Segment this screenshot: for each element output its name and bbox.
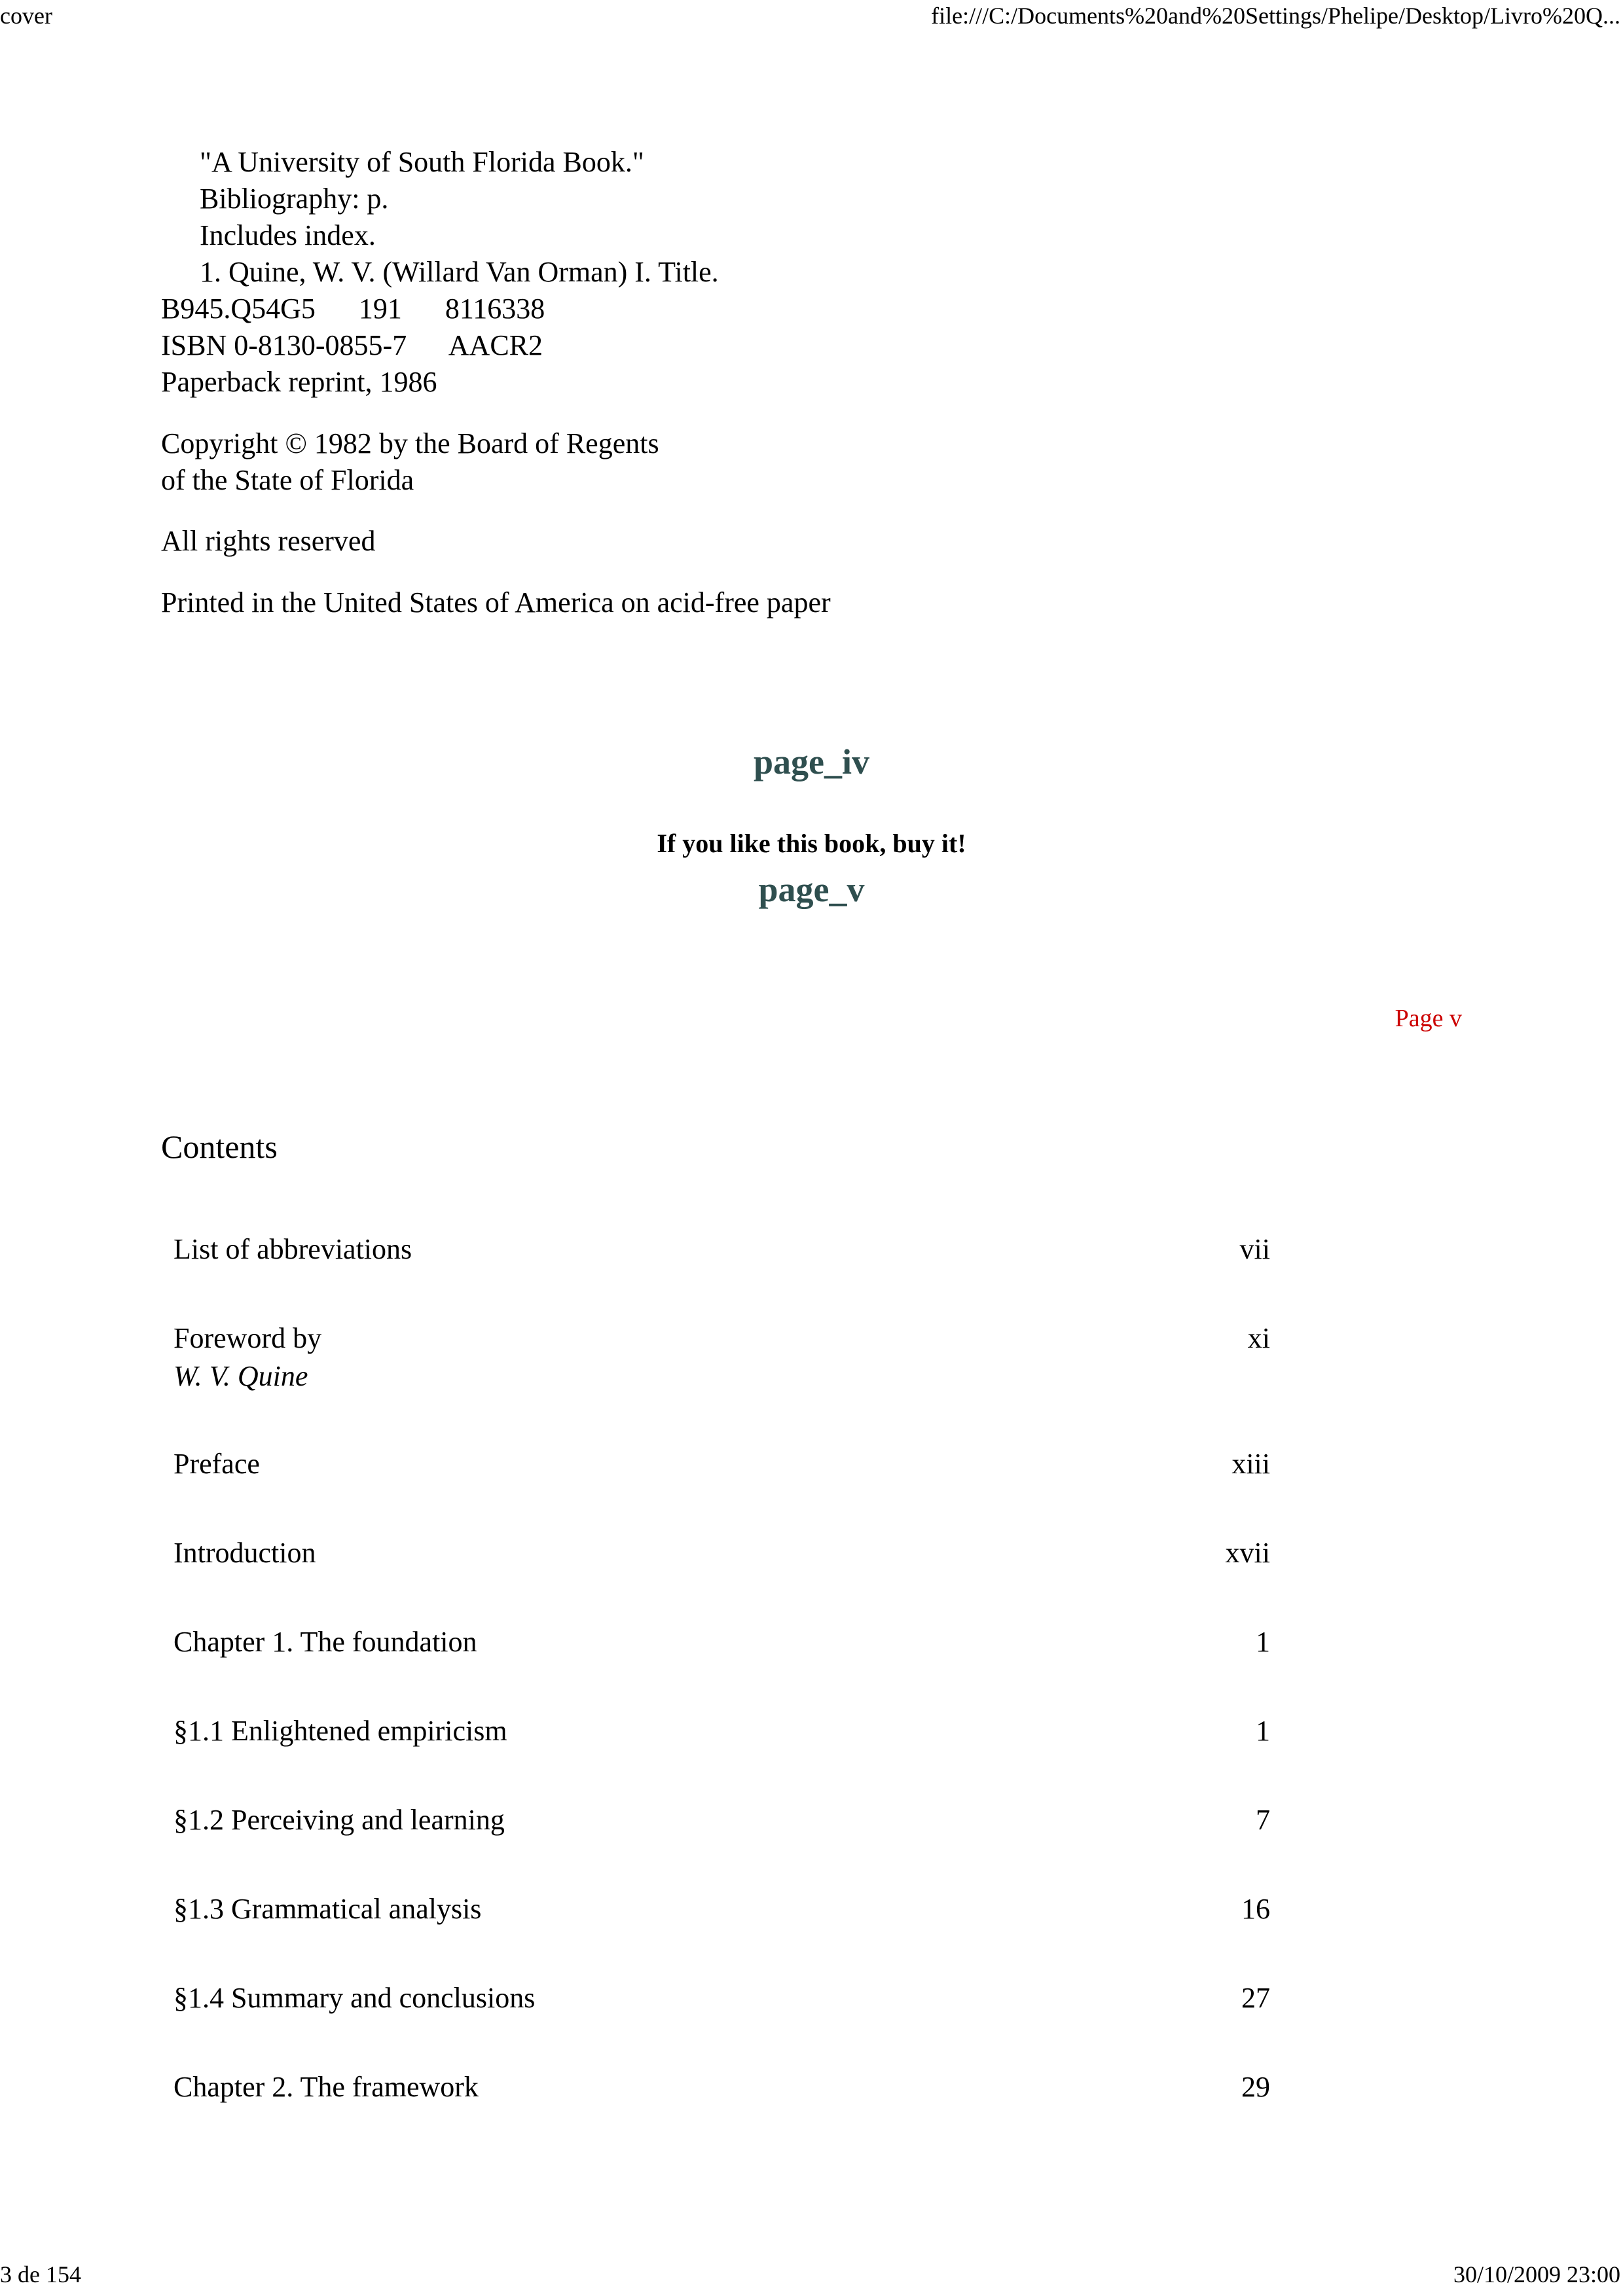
toc-entry-title: Introduction	[173, 1537, 316, 1569]
toc-entry-page: 7	[1256, 1804, 1270, 1836]
toc-entry-author: W. V. Quine	[173, 1360, 308, 1392]
toc-entry-title: §1.2 Perceiving and learning	[173, 1804, 505, 1836]
cip-line-7: Paperback reprint, 1986	[161, 366, 437, 398]
cip-line-5: B945.Q54G5 191 8116338	[161, 293, 545, 325]
toc-entry-title: §1.4 Summary and conclusions	[173, 1982, 536, 2014]
contents-heading: Contents	[161, 1128, 278, 1165]
browser-header-url: file:///C:/Documents%20and%20Settings/Phelipe/Desktop/Livro%20Q...	[931, 3, 1620, 29]
toc-entry-page: xiii	[1231, 1448, 1270, 1480]
page-marker-iv: page_iv	[753, 742, 869, 781]
toc-entry-page: xvii	[1225, 1537, 1270, 1569]
toc-entry-title: Chapter 1. The foundation	[173, 1626, 477, 1658]
toc-entry-page: 16	[1241, 1893, 1270, 1925]
toc-entry-page: 1	[1256, 1626, 1270, 1658]
cip-line-1: "A University of South Florida Book."	[200, 146, 644, 178]
toc-entry-title: Foreword by	[173, 1322, 322, 1354]
toc-entry-title: Chapter 2. The framework	[173, 2071, 479, 2103]
copyright-line-1: Copyright © 1982 by the Board of Regents	[161, 427, 659, 459]
buy-notice: If you like this book, buy it!	[657, 829, 966, 858]
cip-line-2: Bibliography: p.	[200, 183, 389, 215]
page-v-reference: Page v	[1395, 1005, 1462, 1032]
toc-entry-page: 27	[1241, 1982, 1270, 2014]
toc-entry-page: 29	[1241, 2071, 1270, 2103]
cip-line-3: Includes index.	[200, 219, 376, 251]
browser-footer-timestamp: 30/10/2009 23:00	[1453, 2261, 1620, 2287]
rights-statement: All rights reserved	[161, 525, 376, 557]
toc-entry-title: §1.1 Enlightened empiricism	[173, 1715, 507, 1747]
toc-entry-page: vii	[1239, 1233, 1270, 1265]
printed-statement: Printed in the United States of America on acid-free paper	[161, 586, 831, 619]
browser-header-title: cover	[0, 3, 52, 29]
cip-line-6: ISBN 0-8130-0855-7 AACR2	[161, 329, 543, 361]
toc-entry-title: §1.3 Grammatical analysis	[173, 1893, 482, 1925]
toc-entry-page: 1	[1256, 1715, 1270, 1747]
page-marker-v: page_v	[758, 870, 865, 909]
browser-footer-page-count: 3 de 154	[0, 2261, 81, 2287]
toc-entry-page: xi	[1247, 1322, 1270, 1354]
toc-entry-title: Preface	[173, 1448, 260, 1480]
toc-entry-title: List of abbreviations	[173, 1233, 412, 1265]
cip-line-4: 1. Quine, W. V. (Willard Van Orman) I. Title.	[200, 256, 719, 288]
copyright-line-2: of the State of Florida	[161, 464, 414, 496]
